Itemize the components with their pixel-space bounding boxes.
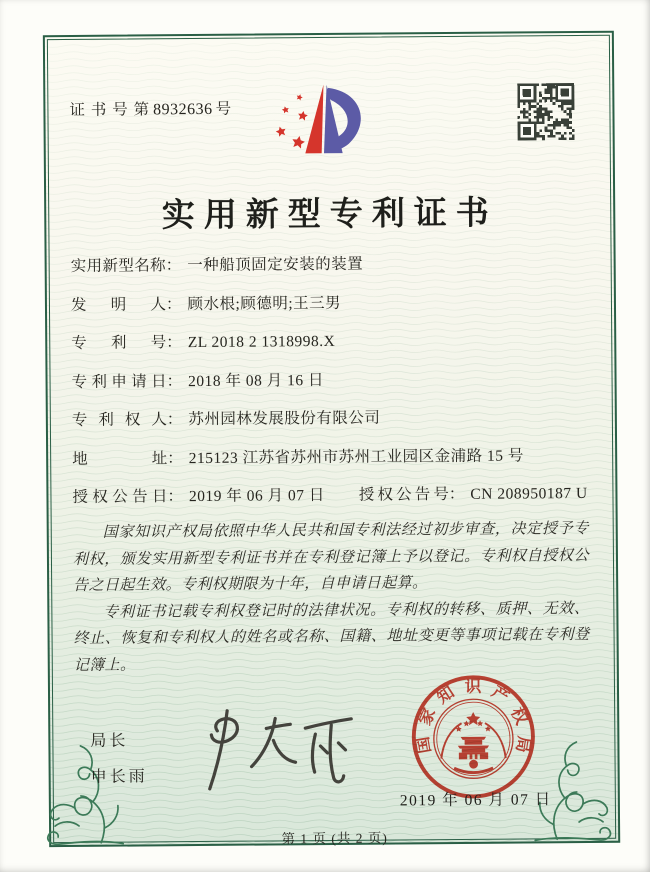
field-grant-date-and-number: 授权公告日 ： 2019 年 06 月 07 日 授权公告号 ： CN 208950187 U <box>72 481 594 507</box>
field-grant-number: 授权公告号 ： CN 208950187 U <box>358 484 588 504</box>
legal-paragraph-2: 专利证书记载专利权登记时的法律状况。专利权的转移、质押、无效、终止、恢复和专利权人的姓名或名称、国籍、地址变更等事项记载在专利登记簿上。 <box>73 600 590 674</box>
field-patent-number: 专利号 ： ZL 2018 2 1318998.X <box>71 332 336 352</box>
certificate-number-label: 证 书 号 第 <box>69 101 151 119</box>
legal-paragraph-1: 国家知识产权局依照中华人民共和国专利法经过初步审查，决定授予专利权，颁发实用新型专利证书并在专利登记簿上予以登记。专利权自授权公告之日起生效。专利权期限为十年，自申请日起算。 <box>72 520 590 594</box>
field-address: 地址 ： 215123 江苏省苏州市苏州工业园区金浦路 15 号 <box>72 446 524 468</box>
field-inventors: 发明人 ： 顾水根;顾德明;王三男 <box>70 294 342 314</box>
certificate-number-value: 8932636 <box>153 100 213 119</box>
seal-date: 2019 年 06 月 07 日 <box>399 791 552 810</box>
field-list <box>71 250 595 524</box>
svg-text:权: 权 <box>507 704 532 728</box>
director-block <box>90 723 148 795</box>
svg-text:家: 家 <box>415 705 440 729</box>
svg-text:识: 识 <box>464 676 482 696</box>
certificate-number-suffix: 号 <box>215 100 233 118</box>
certificate-number <box>69 97 232 120</box>
certificate-title: 实用新型专利证书 <box>161 195 498 235</box>
director-title: 局长 <box>90 732 129 750</box>
director-name: 申长雨 <box>90 768 148 786</box>
qr-code <box>517 83 574 140</box>
svg-text:国: 国 <box>412 735 435 755</box>
signature-shen-changyu <box>187 698 358 794</box>
patent-office-logo-icon <box>275 80 374 159</box>
svg-text:产: 产 <box>488 681 513 707</box>
svg-text:知: 知 <box>433 682 458 708</box>
field-utility-model-name: 实用新型名称 ： 一种船顶固定安装的装置 <box>70 255 364 275</box>
svg-text:局: 局 <box>512 734 534 754</box>
page-number: 第 1 页 (共 2 页) <box>281 830 388 847</box>
field-filing-date: 专利申请日 ： 2018 年 08 月 16 日 <box>71 371 325 391</box>
field-patentee: 专利权人 ： 苏州园林发展股份有限公司 <box>71 409 381 429</box>
